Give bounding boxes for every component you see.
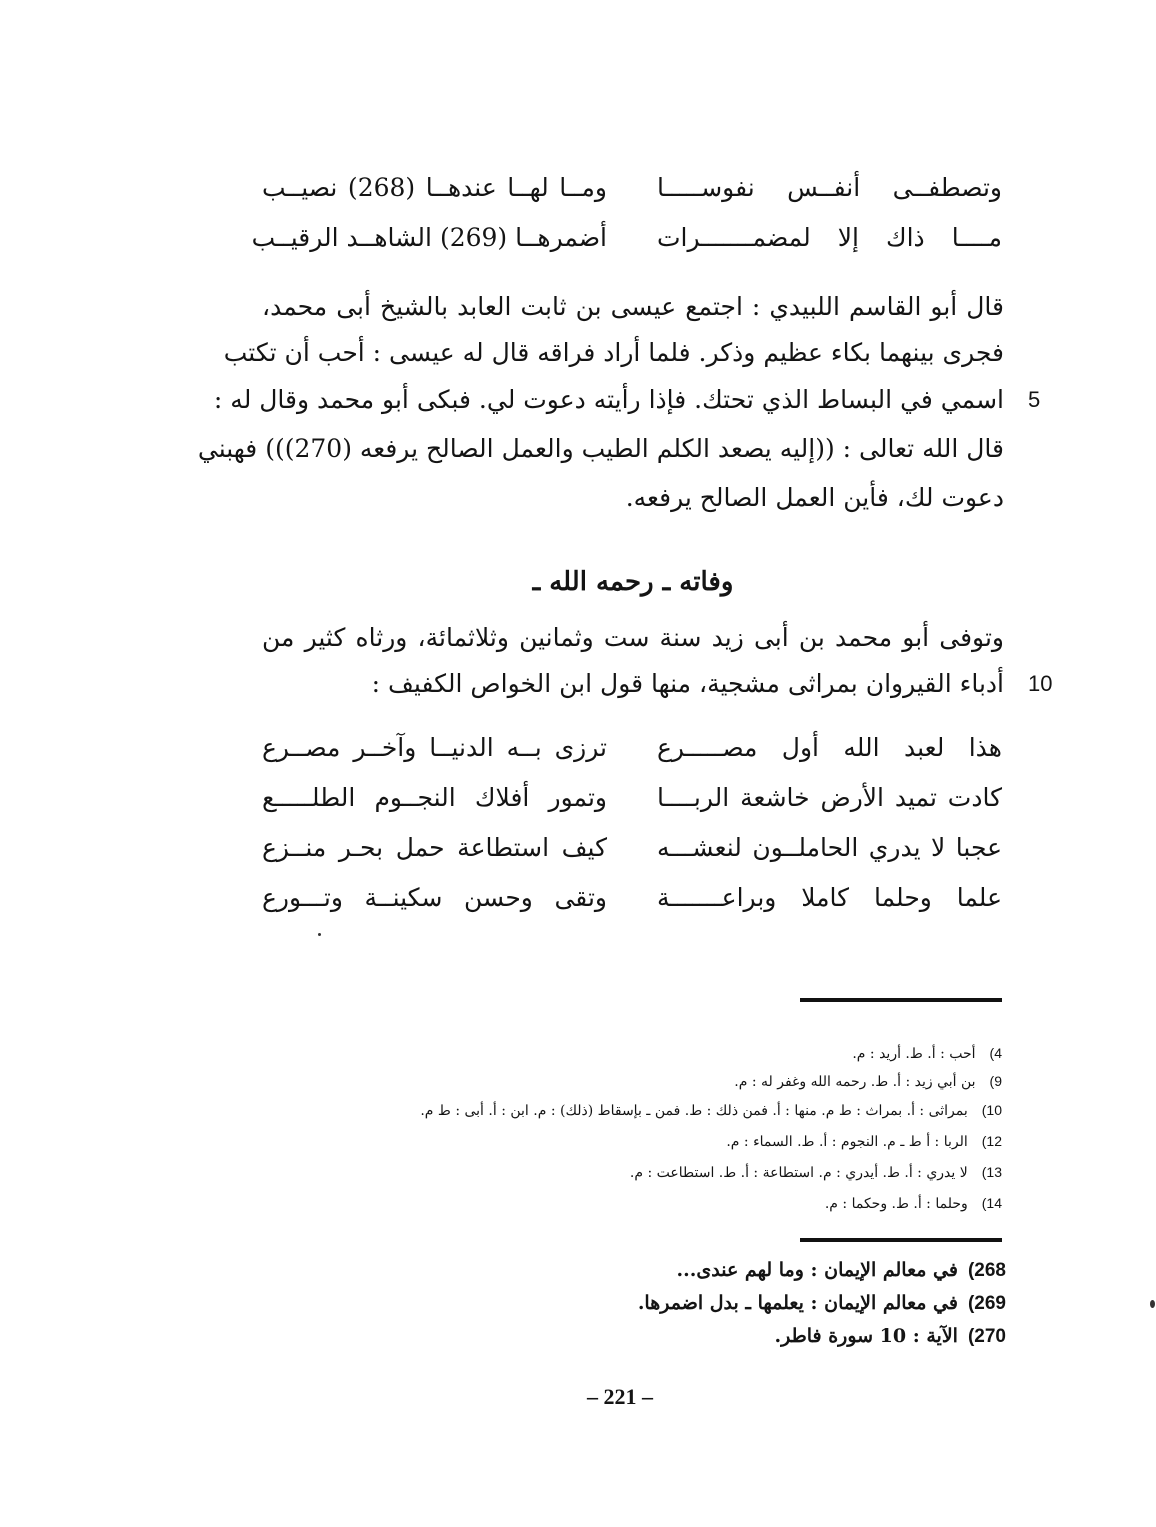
verse-first-hemistich: وتصطفــى أنفــس نفوســـــا [657,173,1002,202]
prose-line: قال الله تعالى : ((إليه يصعد الكلم الطيب والعمل الصالح يرفعه (270))) فهبني [197,434,1004,463]
verse-first-hemistich: كادت تميد الأرض خاشعة الربــــا [657,783,1002,812]
source-note [500,1254,1006,1287]
verse-first-hemistich: هذا لعبد الله أول مصـــــرع [657,733,1002,762]
note-number: 13) [981,1164,1002,1180]
note-number: 10) [981,1102,1002,1118]
verse-second-hemistich: وتقى وحسن سكينــة وتـــورع [262,883,607,912]
footnote-divider [800,1238,1002,1242]
note-number: 14) [981,1195,1002,1211]
source-note [500,1287,1006,1320]
prose-line: دعوت لك، فأين العمل الصالح يرفعه. [625,483,1004,512]
verse-second-hemistich: ترزى بــه الدنيــا وآخــر مصــرع [262,733,607,762]
verse-second-hemistich: كيف استطاعة حمل بحـر منــزع [262,833,607,862]
scan-speck [318,933,321,936]
verse-second-hemistich: أضمرهــا (269) الشاهــد الرقيــب [251,223,607,252]
verse-first-hemistich: علما وحلما كاملا وبراعـــــــة [657,883,1002,912]
note-text: أحب : أ. ط. أريد : م. [852,1046,976,1062]
note-number: 4) [989,1045,1002,1061]
verse-second-hemistich: وتمور أفلاك النجــوم الطلـــــع [262,783,607,812]
note-number: 269) [967,1293,1006,1314]
note-number: 12) [981,1133,1002,1149]
verse-line [262,878,1002,918]
note-text: لا يدري : أ. ط. أيدري : م. استطاعة : أ. ط. استطاعت : م. [629,1165,968,1181]
variant-note [340,1068,1002,1095]
prose-line: أدباء القيروان بمراثى مشجية، منها قول ابن الخواص الكفيف : [371,669,1004,698]
scan-speck [1150,1300,1155,1308]
variant-note [340,1128,1002,1155]
footnote-divider [800,998,1002,1002]
verse-line [262,828,1002,868]
note-text: بن أبي زيد : أ. ط. رحمه الله وغفر له : م. [734,1074,976,1090]
verse-line [262,168,1002,208]
page-number: – 221 – [587,1384,653,1409]
prose-line: قال أبو القاسم اللبيدي : اجتمع عيسى بن ثابت العابد بالشيخ أبى محمد، [262,292,1004,321]
line-number: 5 [1028,387,1041,412]
line-number: 10 [1028,671,1053,696]
variant-note [340,1159,1002,1186]
verse-line [262,728,1002,768]
prose-line: اسمي في البساط الذي تحتك. فإذا رأيته دعوت لي. فبكى أبو محمد وقال له : [213,385,1004,414]
variant-note [340,1097,1002,1124]
note-number: 9) [989,1073,1002,1089]
note-text: في معالم الإيمان : يعلمها ـ بدل اضمرها. [637,1292,958,1314]
note-text: بمراثى : أ. بمراث : ط م. منها : أ. فمن ذلك : ط. فمن ـ بإسقاط (ذلك) : م. ابن : أ. أبى : ط م. [420,1103,968,1119]
variant-note [340,1190,1002,1217]
prose-line: فجرى بينهما بكاء عظيم وذكر. فلما أراد فراقه قال له عيسى : أحب أن تكتب [223,338,1004,367]
source-note [500,1320,1006,1353]
note-text: في معالم الإيمان : وما لهم عندى... [676,1259,958,1281]
verse-first-hemistich: عجبا لا يدري الحاملــون لنعشـــه [657,833,1002,862]
note-text: الربا : أ ط ـ م. النجوم : أ. ط. السماء : م. [726,1134,968,1150]
section-heading: وفاته ـ رحمه الله ـ [532,567,734,597]
note-text: وحلما : أ. ط. وحكما : م. [824,1196,968,1212]
verse-line [251,218,1002,258]
note-number: 268) [967,1260,1006,1281]
note-text: الآية : 10 سورة فاطر. [774,1325,958,1347]
variant-note [340,1040,1002,1067]
verse-second-hemistich: ومــا لهــا عندهــا (268) نصيــب [262,173,607,202]
verse-line [262,778,1002,818]
prose-line: وتوفى أبو محمد بن أبى زيد سنة ست وثمانين وثلاثمائة، ورثاه كثير من [262,623,1004,652]
note-number: 270) [967,1326,1006,1347]
verse-first-hemistich: مــــا ذاك إلا لمضمـــــــرات [657,223,1002,252]
